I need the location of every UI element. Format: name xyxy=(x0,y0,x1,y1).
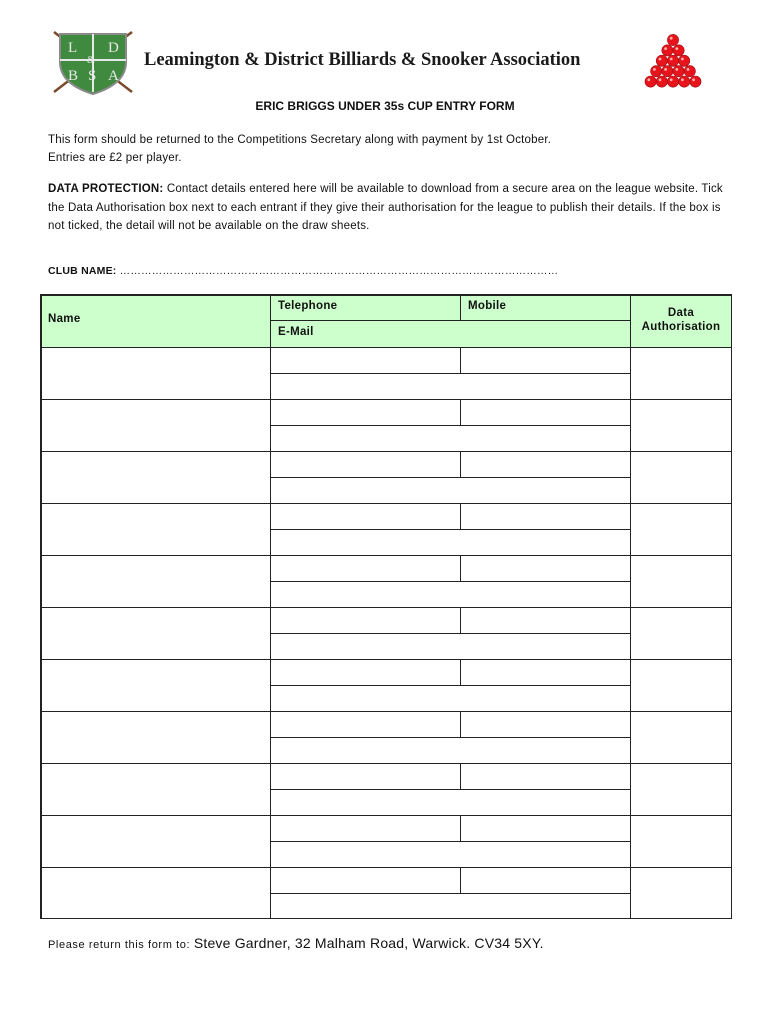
data-authorisation-checkbox[interactable] xyxy=(630,347,732,399)
association-crest-icon xyxy=(52,28,134,96)
table-rule xyxy=(270,320,630,321)
red-ball-icon xyxy=(651,66,662,77)
data-authorisation-checkbox[interactable] xyxy=(630,555,732,607)
table-rule xyxy=(460,815,461,841)
table-rule xyxy=(40,659,732,660)
red-ball-icon xyxy=(679,55,690,66)
red-ball-icon xyxy=(656,76,667,87)
red-ball-icon xyxy=(667,34,678,45)
svg-text:A: A xyxy=(108,68,119,84)
red-ball-icon xyxy=(690,76,701,87)
table-rule xyxy=(460,294,461,320)
data-authorisation-checkbox[interactable] xyxy=(630,763,732,815)
email-input[interactable] xyxy=(270,581,630,607)
table-rule xyxy=(460,867,461,893)
red-ball-icon xyxy=(645,76,656,87)
data-authorisation-checkbox[interactable] xyxy=(630,451,732,503)
mobile-input[interactable] xyxy=(460,555,630,581)
table-rule xyxy=(40,294,732,296)
data-authorisation-checkbox[interactable] xyxy=(630,867,732,919)
name-input[interactable] xyxy=(40,659,270,711)
mobile-input[interactable] xyxy=(460,711,630,737)
data-authorisation-checkbox[interactable] xyxy=(630,607,732,659)
data-authorisation-checkbox[interactable] xyxy=(630,659,732,711)
mobile-input[interactable] xyxy=(460,815,630,841)
svg-text:L: L xyxy=(68,40,78,56)
table-rule xyxy=(270,477,630,478)
snooker-balls-triangle-icon xyxy=(638,32,708,90)
mobile-input[interactable] xyxy=(460,503,630,529)
table-rule xyxy=(270,633,630,634)
table-rule xyxy=(40,815,732,816)
email-input[interactable] xyxy=(270,789,630,815)
return-label: Please return this form to: xyxy=(48,939,194,951)
table-rule xyxy=(270,685,630,686)
red-ball-icon xyxy=(667,55,678,66)
red-ball-icon xyxy=(684,66,695,77)
mobile-input[interactable] xyxy=(460,867,630,893)
mobile-input[interactable] xyxy=(460,607,630,633)
red-ball-icon xyxy=(667,76,678,87)
telephone-input[interactable] xyxy=(270,815,460,841)
name-input[interactable] xyxy=(40,711,270,763)
email-input[interactable] xyxy=(270,477,630,503)
data-authorisation-checkbox[interactable] xyxy=(630,503,732,555)
table-rule xyxy=(40,763,732,764)
table-rule xyxy=(40,918,732,920)
association-name: Leamington & District Billiards & Snooker Association xyxy=(144,50,581,70)
telephone-input[interactable] xyxy=(270,867,460,893)
email-input[interactable] xyxy=(270,529,630,555)
data-authorisation-checkbox[interactable] xyxy=(630,711,732,763)
telephone-input[interactable] xyxy=(270,451,460,477)
table-rule xyxy=(460,555,461,581)
mobile-input[interactable] xyxy=(460,451,630,477)
email-input[interactable] xyxy=(270,425,630,451)
header-email: E-Mail xyxy=(270,320,630,347)
club-name-field[interactable] xyxy=(48,265,558,277)
table-rule xyxy=(40,399,732,400)
club-name-label: CLUB NAME: xyxy=(48,265,117,277)
table-rule xyxy=(270,529,630,530)
red-ball-icon xyxy=(662,45,673,56)
red-ball-icon xyxy=(656,55,667,66)
table-rule xyxy=(270,373,630,374)
table-rule xyxy=(40,607,732,608)
intro-line-2: Entries are £2 per player. xyxy=(48,152,182,164)
telephone-input[interactable] xyxy=(270,711,460,737)
svg-text:S: S xyxy=(88,68,97,84)
mobile-input[interactable] xyxy=(460,763,630,789)
name-input[interactable] xyxy=(40,555,270,607)
table-rule xyxy=(460,503,461,529)
table-rule xyxy=(460,607,461,633)
table-rule xyxy=(270,841,630,842)
return-address xyxy=(48,935,544,953)
table-rule xyxy=(40,867,732,868)
name-input[interactable] xyxy=(40,451,270,503)
table-rule xyxy=(270,789,630,790)
svg-text:D: D xyxy=(108,40,119,56)
data-protection-label: DATA PROTECTION: xyxy=(48,183,164,195)
name-input[interactable] xyxy=(40,607,270,659)
telephone-input[interactable] xyxy=(270,503,460,529)
table-rule xyxy=(40,347,732,348)
telephone-input[interactable] xyxy=(270,607,460,633)
email-input[interactable] xyxy=(270,633,630,659)
table-rule xyxy=(270,581,630,582)
name-input[interactable] xyxy=(40,347,270,399)
header-mobile: Mobile xyxy=(460,294,630,320)
table-rule xyxy=(460,659,461,685)
name-input[interactable] xyxy=(40,399,270,451)
club-name-dots: …………………………………………………………………………………………………………… xyxy=(119,265,559,277)
email-input[interactable] xyxy=(270,685,630,711)
email-input[interactable] xyxy=(270,737,630,763)
name-input[interactable] xyxy=(40,815,270,867)
name-input[interactable] xyxy=(40,867,270,919)
telephone-input[interactable] xyxy=(270,347,460,373)
header-name: Name xyxy=(40,294,270,347)
svg-text:B: B xyxy=(68,68,79,84)
red-ball-icon xyxy=(679,76,690,87)
data-authorisation-checkbox[interactable] xyxy=(630,815,732,867)
table-rule xyxy=(460,763,461,789)
letterhead xyxy=(52,28,732,98)
name-input[interactable] xyxy=(40,503,270,555)
red-ball-icon xyxy=(673,66,684,77)
table-rule xyxy=(270,425,630,426)
table-rule xyxy=(40,451,732,452)
form-title: ERIC BRIGGS UNDER 35s CUP ENTRY FORM xyxy=(255,99,515,113)
data-protection-text: Contact details entered here will be available to download from a secure area on the league website. Tick the Data Authorisation box next to each entrant if they give their authorisation for the league to publish their details. If the box is not ticked, the detail will not be available on the draw sheets. xyxy=(48,183,723,232)
table-rule xyxy=(40,503,732,504)
header-auth-line-1: Data xyxy=(667,307,695,319)
table-rule xyxy=(40,711,732,712)
telephone-input[interactable] xyxy=(270,659,460,685)
email-input[interactable] xyxy=(270,373,630,399)
red-ball-icon xyxy=(662,66,673,77)
entry-table xyxy=(40,294,732,918)
telephone-input[interactable] xyxy=(270,763,460,789)
telephone-input[interactable] xyxy=(270,399,460,425)
return-address-text: Steve Gardner, 32 Malham Road, Warwick. CV34 5XY. xyxy=(193,935,544,951)
svg-text:&: & xyxy=(87,55,95,66)
table-rule xyxy=(270,737,630,738)
table-rule xyxy=(460,347,461,373)
red-ball-icon xyxy=(673,45,684,56)
table-rule xyxy=(460,399,461,425)
telephone-input[interactable] xyxy=(270,555,460,581)
intro-text xyxy=(48,131,551,167)
header-telephone: Telephone xyxy=(270,294,460,320)
name-input[interactable] xyxy=(40,763,270,815)
email-input[interactable] xyxy=(270,893,630,919)
email-input[interactable] xyxy=(270,841,630,867)
table-rule xyxy=(460,711,461,737)
table-rule xyxy=(270,893,630,894)
table-rule xyxy=(460,451,461,477)
mobile-input[interactable] xyxy=(460,659,630,685)
data-authorisation-checkbox[interactable] xyxy=(630,399,732,451)
data-protection-notice xyxy=(48,180,728,236)
header-data-authorisation xyxy=(630,294,732,347)
header-auth-line-2: Authorisation xyxy=(641,321,721,333)
mobile-input[interactable] xyxy=(460,399,630,425)
intro-line-1: This form should be returned to the Competitions Secretary along with payment by 1st October. xyxy=(48,134,552,146)
table-rule xyxy=(40,555,732,556)
mobile-input[interactable] xyxy=(460,347,630,373)
